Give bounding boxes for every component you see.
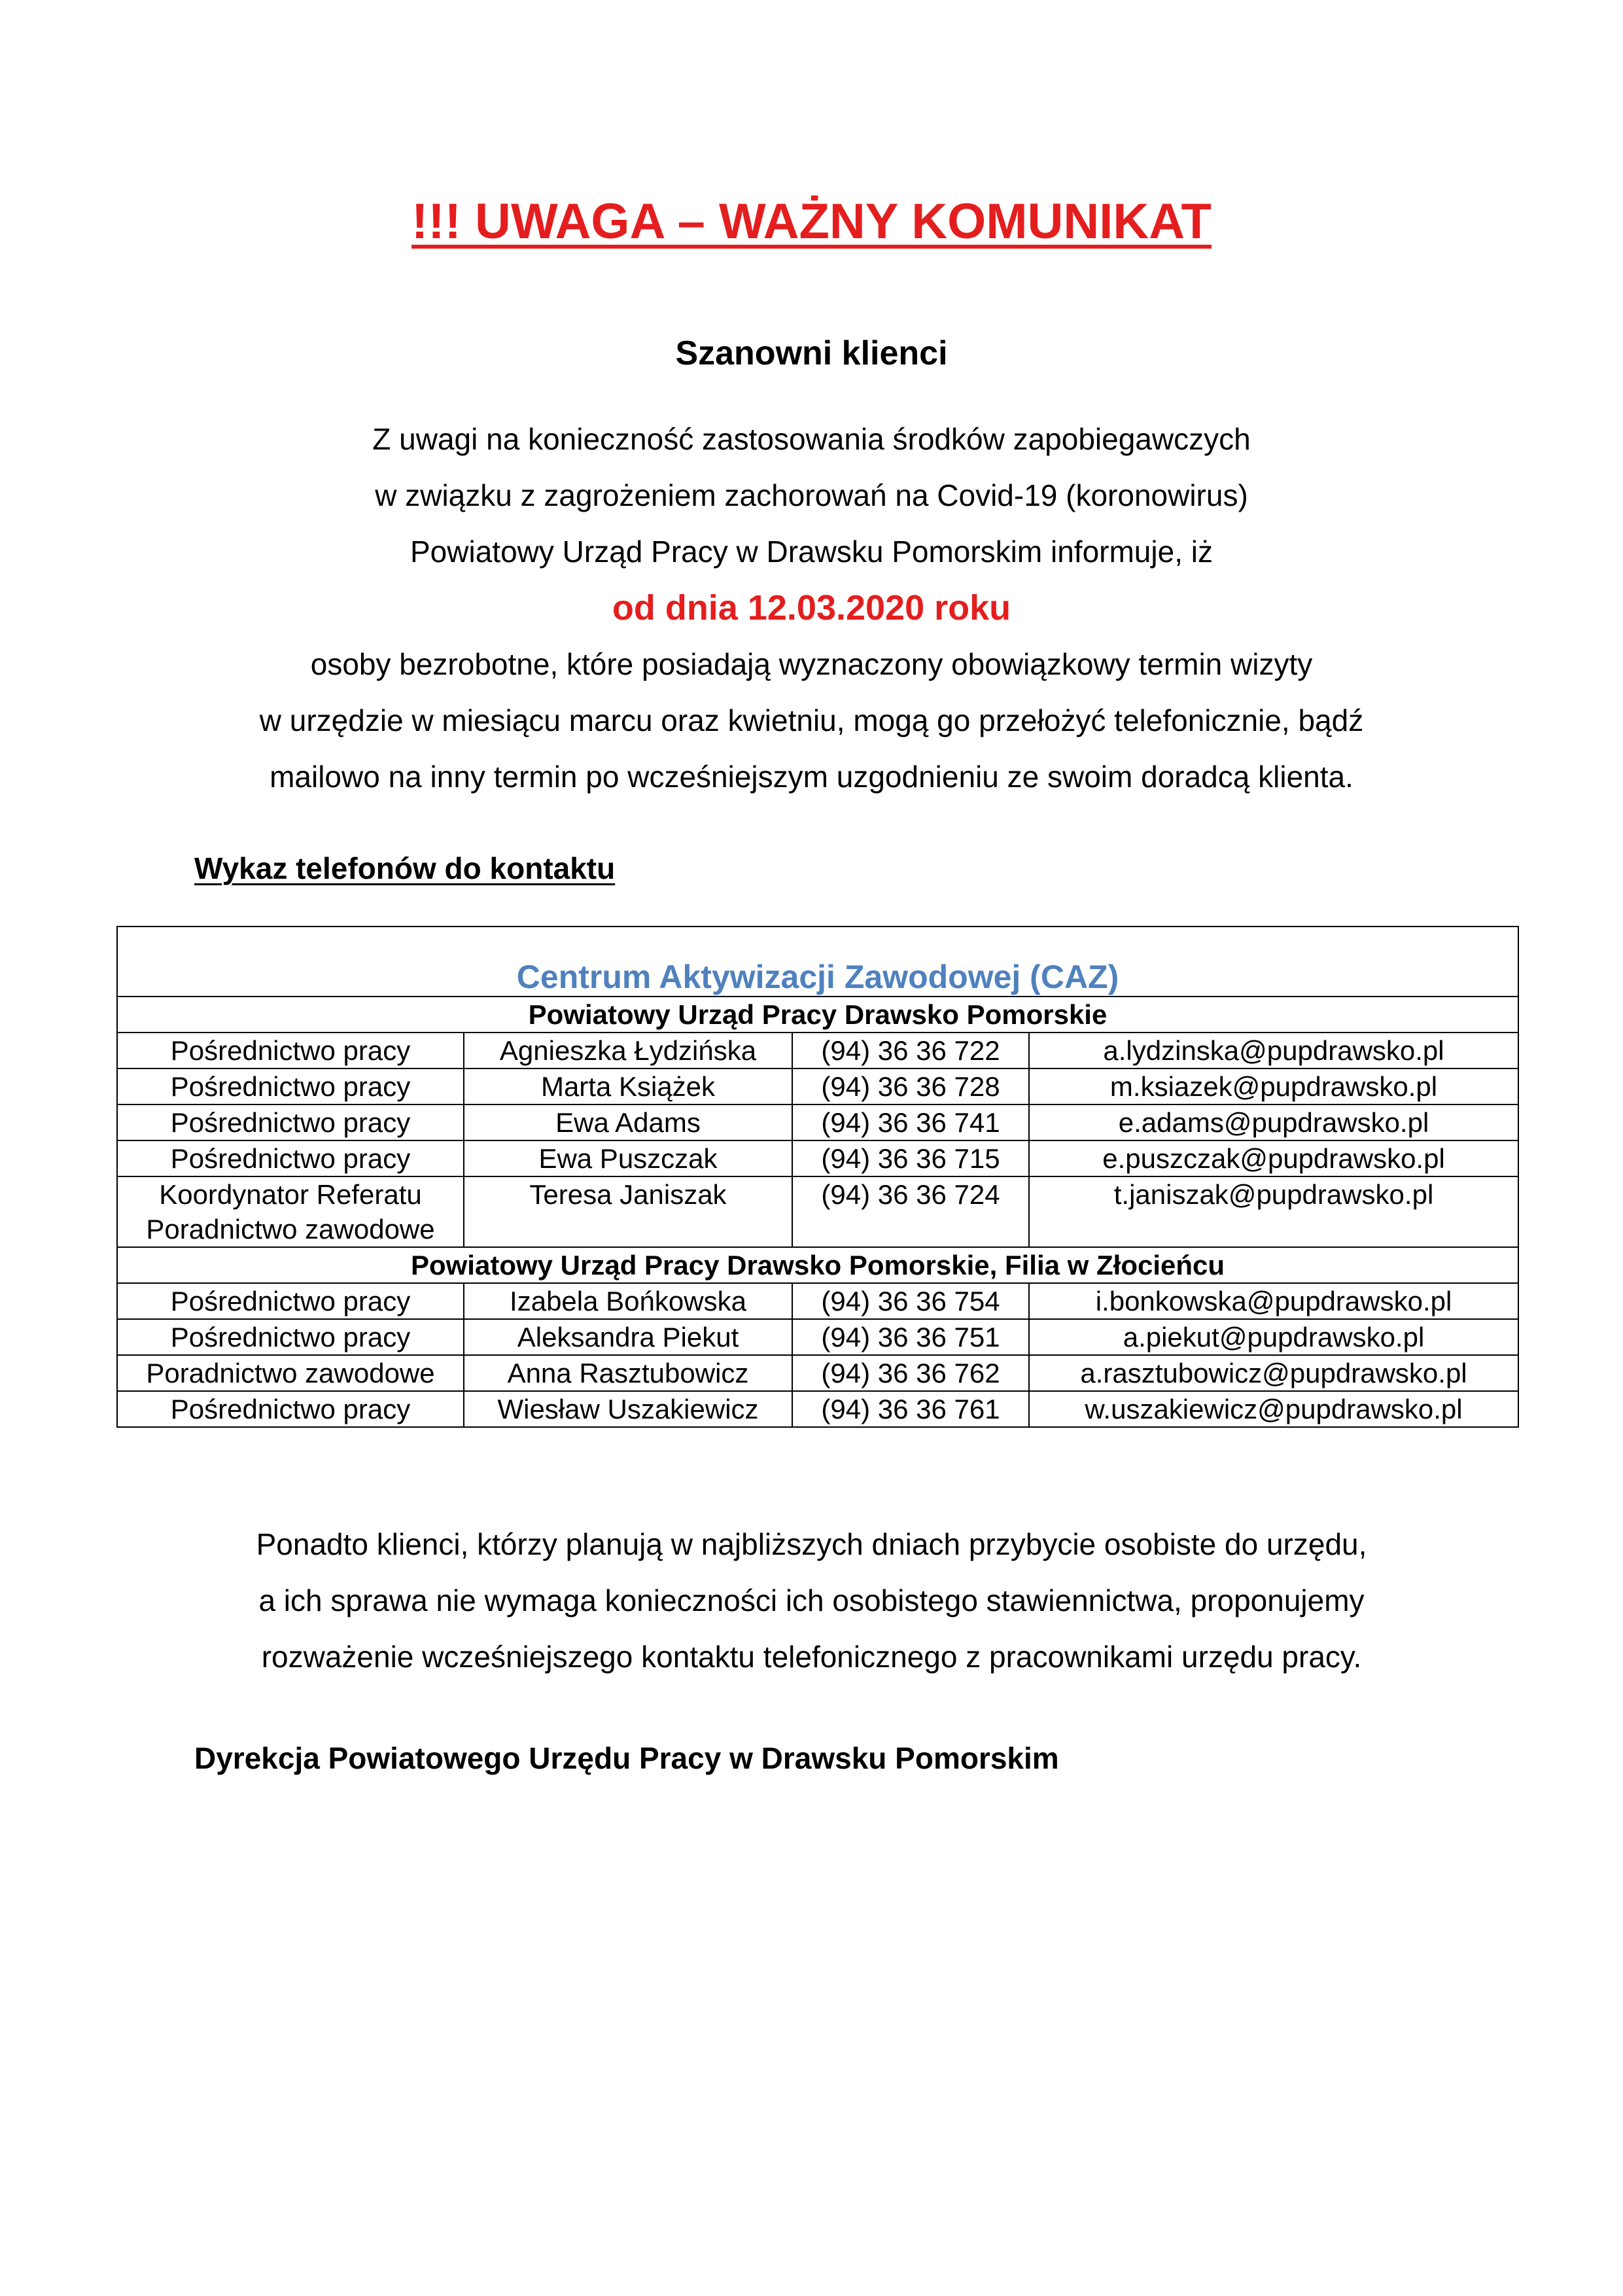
table-row bbox=[117, 1176, 1518, 1247]
phone-cell[interactable]: (94) 36 36 754 bbox=[792, 1283, 1029, 1319]
table-row bbox=[117, 1391, 1518, 1427]
body-line: w urzędzie w miesiącu marcu oraz kwietniu, mogą go przełożyć telefonicznie, bądź bbox=[259, 703, 1364, 737]
role-cell: Pośrednictwo pracy bbox=[117, 1033, 464, 1069]
email-cell[interactable]: a.piekut@pupdrawsko.pl bbox=[1029, 1319, 1518, 1355]
role-cell: Pośrednictwo pracy bbox=[117, 1391, 464, 1427]
name-cell: Ewa Puszczak bbox=[464, 1140, 792, 1176]
contacts-heading: Wykaz telefonów do kontaktu bbox=[194, 851, 616, 885]
table-row bbox=[117, 1140, 1518, 1176]
section-title: Powiatowy Urząd Pracy Drawsko Pomorskie bbox=[117, 997, 1518, 1033]
intro-line: Powiatowy Urząd Pracy w Drawsku Pomorskim informuje, iż bbox=[410, 535, 1213, 569]
name-cell: Izabela Bońkowska bbox=[464, 1283, 792, 1319]
role-line: Poradnictwo zawodowe bbox=[146, 1214, 435, 1245]
table-row bbox=[117, 1355, 1518, 1391]
name-cell: Teresa Janiszak bbox=[464, 1176, 792, 1247]
name-cell: Ewa Adams bbox=[464, 1104, 792, 1140]
role-cell: Pośrednictwo pracy bbox=[117, 1104, 464, 1140]
greeting: Szanowni klienci bbox=[675, 334, 948, 372]
email-cell[interactable]: m.ksiazek@pupdrawsko.pl bbox=[1029, 1069, 1518, 1104]
name-cell: Anna Rasztubowicz bbox=[464, 1355, 792, 1391]
email-cell[interactable]: w.uszakiewicz@pupdrawsko.pl bbox=[1029, 1391, 1518, 1427]
email-cell[interactable]: e.adams@pupdrawsko.pl bbox=[1029, 1104, 1518, 1140]
name-cell: Agnieszka Łydzińska bbox=[464, 1033, 792, 1069]
section-header-row bbox=[117, 997, 1518, 1033]
role-cell: Pośrednictwo pracy bbox=[117, 1319, 464, 1355]
intro-line: Z uwagi na konieczność zastosowania środków zapobiegawczych bbox=[372, 422, 1251, 456]
role-cell: Pośrednictwo pracy bbox=[117, 1283, 464, 1319]
contacts-table bbox=[116, 926, 1519, 1428]
email-cell[interactable]: a.lydzinska@pupdrawsko.pl bbox=[1029, 1033, 1518, 1069]
phone-cell[interactable]: (94) 36 36 728 bbox=[792, 1069, 1029, 1104]
phone-cell[interactable]: (94) 36 36 724 bbox=[792, 1176, 1029, 1247]
phone-cell[interactable]: (94) 36 36 761 bbox=[792, 1391, 1029, 1427]
role-cell: Poradnictwo zawodowe bbox=[117, 1355, 464, 1391]
email-cell[interactable]: a.rasztubowicz@pupdrawsko.pl bbox=[1029, 1355, 1518, 1391]
phone-cell[interactable]: (94) 36 36 741 bbox=[792, 1104, 1029, 1140]
section-title: Powiatowy Urząd Pracy Drawsko Pomorskie, Filia w Złocieńcu bbox=[117, 1247, 1518, 1283]
caz-header-row bbox=[117, 927, 1518, 997]
phone-cell[interactable]: (94) 36 36 715 bbox=[792, 1140, 1029, 1176]
role-line: Koordynator Referatu bbox=[159, 1179, 422, 1210]
intro-paragraph bbox=[0, 411, 1623, 805]
body-line: osoby bezrobotne, które posiadają wyznaczony obowiązkowy termin wizyty bbox=[310, 647, 1313, 681]
table-row bbox=[117, 1033, 1518, 1069]
table-row bbox=[117, 1283, 1518, 1319]
email-cell[interactable]: i.bonkowska@pupdrawsko.pl bbox=[1029, 1283, 1518, 1319]
outro-line: a ich sprawa nie wymaga konieczności ich osobistego stawiennictwa, proponujemy bbox=[258, 1583, 1365, 1617]
role-cell: Pośrednictwo pracy bbox=[117, 1069, 464, 1104]
table-row bbox=[117, 1319, 1518, 1355]
intro-line: w związku z zagrożeniem zachorowań na Covid-19 (koronowirus) bbox=[375, 478, 1248, 512]
name-cell: Marta Książek bbox=[464, 1069, 792, 1104]
name-cell: Aleksandra Piekut bbox=[464, 1319, 792, 1355]
email-cell[interactable]: e.puszczak@pupdrawsko.pl bbox=[1029, 1140, 1518, 1176]
phone-cell[interactable]: (94) 36 36 751 bbox=[792, 1319, 1029, 1355]
effective-date: od dnia 12.03.2020 roku bbox=[612, 588, 1011, 627]
outro-line: Ponadto klienci, którzy planują w najbliższych dniach przybycie osobiste do urzędu, bbox=[256, 1527, 1367, 1561]
notice-title: !!! UWAGA – WAŻNY KOMUNIKAT bbox=[411, 194, 1212, 249]
email-cell[interactable]: t.janiszak@pupdrawsko.pl bbox=[1029, 1176, 1518, 1247]
role-cell: Pośrednictwo pracy bbox=[117, 1140, 464, 1176]
name-cell: Wiesław Uszakiewicz bbox=[464, 1391, 792, 1427]
caz-header: Centrum Aktywizacji Zawodowej (CAZ) bbox=[117, 927, 1518, 997]
table-row bbox=[117, 1069, 1518, 1104]
phone-cell[interactable]: (94) 36 36 722 bbox=[792, 1033, 1029, 1069]
phone-cell[interactable]: (94) 36 36 762 bbox=[792, 1355, 1029, 1391]
table-row bbox=[117, 1104, 1518, 1140]
signature: Dyrekcja Powiatowego Urzędu Pracy w Drawsku Pomorskim bbox=[194, 1741, 1059, 1775]
role-cell bbox=[117, 1176, 464, 1247]
outro-line: rozważenie wcześniejszego kontaktu telefonicznego z pracownikami urzędu pracy. bbox=[261, 1640, 1362, 1674]
outro-paragraph bbox=[0, 1516, 1623, 1685]
section-header-row bbox=[117, 1247, 1518, 1283]
body-line: mailowo na inny termin po wcześniejszym uzgodnieniu ze swoim doradcą klienta. bbox=[270, 760, 1353, 794]
